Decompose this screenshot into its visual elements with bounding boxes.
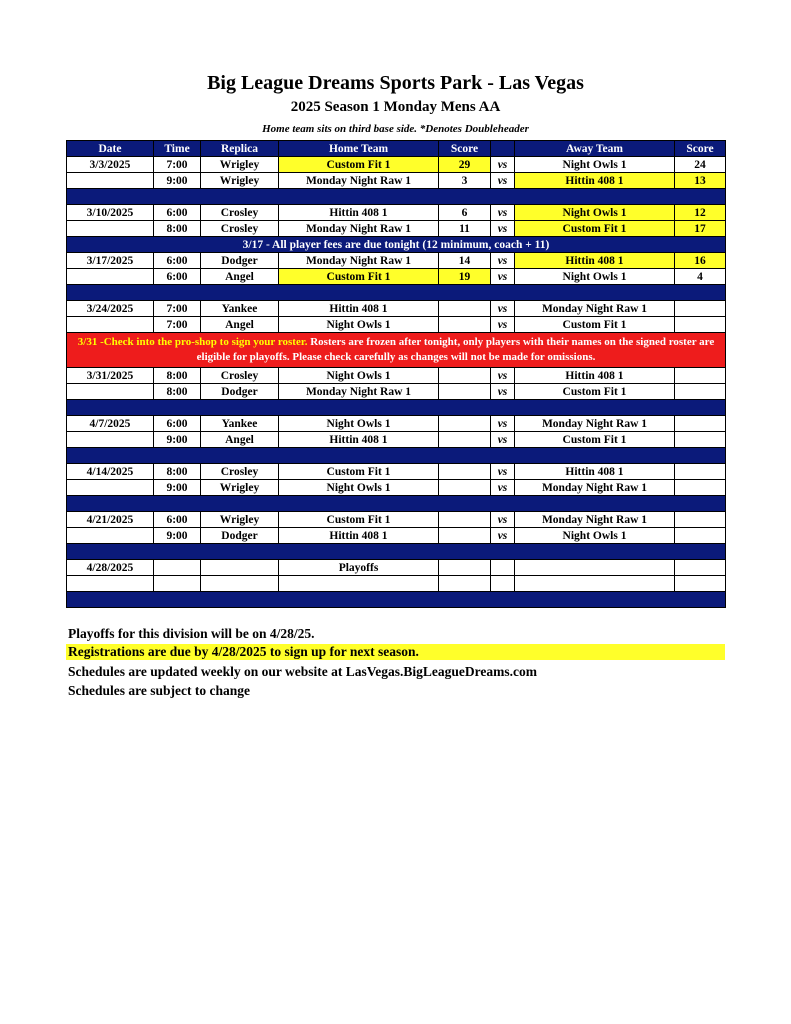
home-score-cell: 19: [439, 269, 491, 285]
away-team-cell: [515, 560, 675, 576]
date-cell: [67, 432, 154, 448]
away-team-cell: Monday Night Raw 1: [515, 301, 675, 317]
home-team-cell: Hittin 408 1: [279, 301, 439, 317]
game-row: [67, 384, 726, 400]
game-row: [67, 480, 726, 496]
page-subtitle: 2025 Season 1 Monday Mens AA: [290, 99, 501, 115]
home-team-cell: Hittin 408 1: [279, 432, 439, 448]
time-cell: 9:00: [154, 173, 201, 189]
date-cell: 4/28/2025: [67, 560, 154, 576]
game-row: [67, 301, 726, 317]
home-score-cell: [439, 512, 491, 528]
home-score-cell: [439, 317, 491, 333]
date-cell: [67, 173, 154, 189]
away-score-cell: [675, 560, 726, 576]
game-row: [67, 464, 726, 480]
away-team-cell: Hittin 408 1: [515, 173, 675, 189]
away-team-cell: Night Owls 1: [515, 205, 675, 221]
schedule-body: [67, 157, 726, 608]
home-score-cell: 3: [439, 173, 491, 189]
replica-cell: Yankee: [201, 301, 279, 317]
empty-cell: [515, 576, 675, 592]
home-score-cell: [439, 464, 491, 480]
empty-cell: [675, 576, 726, 592]
date-cell: [67, 384, 154, 400]
table-header-row: [67, 141, 726, 157]
away-team-cell: Monday Night Raw 1: [515, 480, 675, 496]
separator-cell: [67, 189, 726, 205]
away-team-cell: Custom Fit 1: [515, 317, 675, 333]
away-team-cell: Hittin 408 1: [515, 464, 675, 480]
week-separator: [67, 285, 726, 301]
game-row: [67, 173, 726, 189]
home-score-cell: [439, 480, 491, 496]
home-score-cell: 6: [439, 205, 491, 221]
time-cell: 6:00: [154, 512, 201, 528]
roster-alert-text: Rosters are frozen after tonight, only players with their names on the signed roster are eligible for playoffs. Please check carefully as changes will not be made for omissions.: [196, 336, 715, 363]
home-team-cell: Night Owls 1: [279, 416, 439, 432]
away-score-cell: [675, 384, 726, 400]
away-team-cell: Night Owls 1: [515, 157, 675, 173]
date-cell: [67, 480, 154, 496]
footer-website-note: Schedules are updated weekly on our website at LasVegas.BigLeagueDreams.com: [68, 664, 538, 679]
col-header-replica: Replica: [201, 141, 279, 157]
time-cell: [154, 560, 201, 576]
separator-cell: [67, 544, 726, 560]
away-score-cell: 12: [675, 205, 726, 221]
date-cell: 4/7/2025: [67, 416, 154, 432]
away-score-cell: [675, 480, 726, 496]
roster-alert-lead: 3/31 -Check into the pro-shop to sign your roster.: [77, 336, 308, 348]
replica-cell: Crosley: [201, 368, 279, 384]
game-row: [67, 157, 726, 173]
empty-row: [67, 576, 726, 592]
empty-cell: [67, 576, 154, 592]
date-cell: [67, 221, 154, 237]
away-team-cell: Custom Fit 1: [515, 384, 675, 400]
game-row: [67, 253, 726, 269]
week-separator: [67, 544, 726, 560]
col-header-time: Time: [154, 141, 201, 157]
empty-cell: [201, 576, 279, 592]
home-score-cell: [439, 416, 491, 432]
col-header-home-team: Home Team: [279, 141, 439, 157]
replica-cell: Crosley: [201, 464, 279, 480]
home-team-cell: Monday Night Raw 1: [279, 173, 439, 189]
away-team-cell: Monday Night Raw 1: [515, 512, 675, 528]
home-team-cell: Night Owls 1: [279, 317, 439, 333]
week-separator: [67, 400, 726, 416]
schedule-table: [66, 140, 726, 608]
separator-cell: [67, 400, 726, 416]
away-score-cell: [675, 368, 726, 384]
away-score-cell: 4: [675, 269, 726, 285]
replica-cell: Angel: [201, 317, 279, 333]
time-cell: 9:00: [154, 432, 201, 448]
vs-cell: vs: [491, 512, 515, 528]
date-cell: 3/31/2025: [67, 368, 154, 384]
vs-cell: vs: [491, 269, 515, 285]
game-row: [67, 416, 726, 432]
home-score-cell: 29: [439, 157, 491, 173]
home-team-cell: Monday Night Raw 1: [279, 221, 439, 237]
footer-playoffs-note: Playoffs for this division will be on 4/28/25.: [68, 626, 315, 641]
date-cell: 3/17/2025: [67, 253, 154, 269]
time-cell: 7:00: [154, 301, 201, 317]
game-row: [67, 432, 726, 448]
vs-cell: vs: [491, 384, 515, 400]
time-cell: 6:00: [154, 269, 201, 285]
away-score-cell: [675, 416, 726, 432]
time-cell: 6:00: [154, 205, 201, 221]
vs-cell: vs: [491, 464, 515, 480]
home-team-cell: Monday Night Raw 1: [279, 384, 439, 400]
replica-cell: Yankee: [201, 416, 279, 432]
away-team-cell: Monday Night Raw 1: [515, 416, 675, 432]
away-team-cell: Custom Fit 1: [515, 432, 675, 448]
replica-cell: Crosley: [201, 221, 279, 237]
away-score-cell: 17: [675, 221, 726, 237]
date-cell: [67, 317, 154, 333]
week-separator: [67, 189, 726, 205]
vs-cell: vs: [491, 157, 515, 173]
time-cell: 7:00: [154, 317, 201, 333]
time-cell: 6:00: [154, 253, 201, 269]
away-score-cell: 16: [675, 253, 726, 269]
fee-notice-row: [67, 237, 726, 253]
separator-cell: [67, 592, 726, 608]
away-team-cell: Hittin 408 1: [515, 368, 675, 384]
away-score-cell: [675, 301, 726, 317]
home-score-cell: 14: [439, 253, 491, 269]
away-score-cell: 13: [675, 173, 726, 189]
date-cell: 3/3/2025: [67, 157, 154, 173]
away-team-cell: Night Owls 1: [515, 528, 675, 544]
away-score-cell: [675, 528, 726, 544]
empty-cell: [491, 576, 515, 592]
date-cell: 3/10/2025: [67, 205, 154, 221]
home-score-cell: [439, 301, 491, 317]
home-score-cell: 11: [439, 221, 491, 237]
game-row: [67, 368, 726, 384]
vs-cell: vs: [491, 368, 515, 384]
home-score-cell: [439, 368, 491, 384]
time-cell: 8:00: [154, 384, 201, 400]
footer-change-note: Schedules are subject to change: [68, 683, 250, 698]
playoffs-row: [67, 560, 726, 576]
fee-notice: 3/17 - All player fees are due tonight (12 minimum, coach + 11): [67, 237, 726, 253]
game-row: [67, 512, 726, 528]
home-team-cell: Night Owls 1: [279, 368, 439, 384]
time-cell: 8:00: [154, 221, 201, 237]
time-cell: 8:00: [154, 368, 201, 384]
away-team-cell: Hittin 408 1: [515, 253, 675, 269]
time-cell: 7:00: [154, 157, 201, 173]
game-row: [67, 269, 726, 285]
home-team-cell: Monday Night Raw 1: [279, 253, 439, 269]
away-team-cell: Custom Fit 1: [515, 221, 675, 237]
home-team-cell: Custom Fit 1: [279, 157, 439, 173]
vs-cell: vs: [491, 480, 515, 496]
away-score-cell: [675, 317, 726, 333]
home-score-cell: [439, 528, 491, 544]
replica-cell: Wrigley: [201, 157, 279, 173]
vs-cell: vs: [491, 528, 515, 544]
vs-cell: [491, 560, 515, 576]
vs-cell: vs: [491, 221, 515, 237]
vs-cell: vs: [491, 205, 515, 221]
home-score-cell: [439, 384, 491, 400]
separator-cell: [67, 448, 726, 464]
date-cell: 3/24/2025: [67, 301, 154, 317]
date-cell: [67, 269, 154, 285]
time-cell: 9:00: [154, 528, 201, 544]
replica-cell: Wrigley: [201, 512, 279, 528]
away-team-cell: Night Owls 1: [515, 269, 675, 285]
away-score-cell: [675, 432, 726, 448]
game-row: [67, 528, 726, 544]
col-header-home-score: Score: [439, 141, 491, 157]
col-header-away-score: Score: [675, 141, 726, 157]
replica-cell: [201, 560, 279, 576]
replica-cell: Crosley: [201, 205, 279, 221]
replica-cell: Wrigley: [201, 173, 279, 189]
week-separator: [67, 592, 726, 608]
header-note: Home team sits on third base side. *Denotes Doubleheader: [262, 123, 529, 135]
replica-cell: Angel: [201, 432, 279, 448]
vs-cell: vs: [491, 432, 515, 448]
replica-cell: Dodger: [201, 528, 279, 544]
vs-cell: vs: [491, 416, 515, 432]
time-cell: 8:00: [154, 464, 201, 480]
away-score-cell: [675, 464, 726, 480]
date-cell: 4/21/2025: [67, 512, 154, 528]
away-score-cell: [675, 512, 726, 528]
away-score-cell: 24: [675, 157, 726, 173]
col-header-vs: [491, 141, 515, 157]
week-separator: [67, 496, 726, 512]
time-cell: 9:00: [154, 480, 201, 496]
home-team-cell: Custom Fit 1: [279, 464, 439, 480]
home-team-cell: Custom Fit 1: [279, 269, 439, 285]
roster-alert: [67, 333, 726, 368]
game-row: [67, 221, 726, 237]
home-team-cell: Hittin 408 1: [279, 528, 439, 544]
col-header-away-team: Away Team: [515, 141, 675, 157]
week-separator: [67, 448, 726, 464]
vs-cell: vs: [491, 317, 515, 333]
date-cell: 4/14/2025: [67, 464, 154, 480]
date-cell: [67, 528, 154, 544]
vs-cell: vs: [491, 301, 515, 317]
vs-cell: vs: [491, 253, 515, 269]
home-team-cell: Custom Fit 1: [279, 512, 439, 528]
replica-cell: Dodger: [201, 384, 279, 400]
empty-cell: [439, 576, 491, 592]
footer-registration-note: Registrations are due by 4/28/2025 to sign up for next season.: [66, 644, 725, 660]
empty-cell: [279, 576, 439, 592]
home-score-cell: [439, 560, 491, 576]
replica-cell: Angel: [201, 269, 279, 285]
empty-cell: [154, 576, 201, 592]
game-row: [67, 205, 726, 221]
home-score-cell: [439, 432, 491, 448]
roster-alert-row: [67, 333, 726, 368]
game-row: [67, 317, 726, 333]
playoffs-label: Playoffs: [279, 560, 439, 576]
page-title: Big League Dreams Sports Park - Las Vegas: [207, 72, 584, 94]
home-team-cell: Night Owls 1: [279, 480, 439, 496]
replica-cell: Wrigley: [201, 480, 279, 496]
home-team-cell: Hittin 408 1: [279, 205, 439, 221]
time-cell: 6:00: [154, 416, 201, 432]
separator-cell: [67, 285, 726, 301]
replica-cell: Dodger: [201, 253, 279, 269]
vs-cell: vs: [491, 173, 515, 189]
col-header-date: Date: [67, 141, 154, 157]
separator-cell: [67, 496, 726, 512]
